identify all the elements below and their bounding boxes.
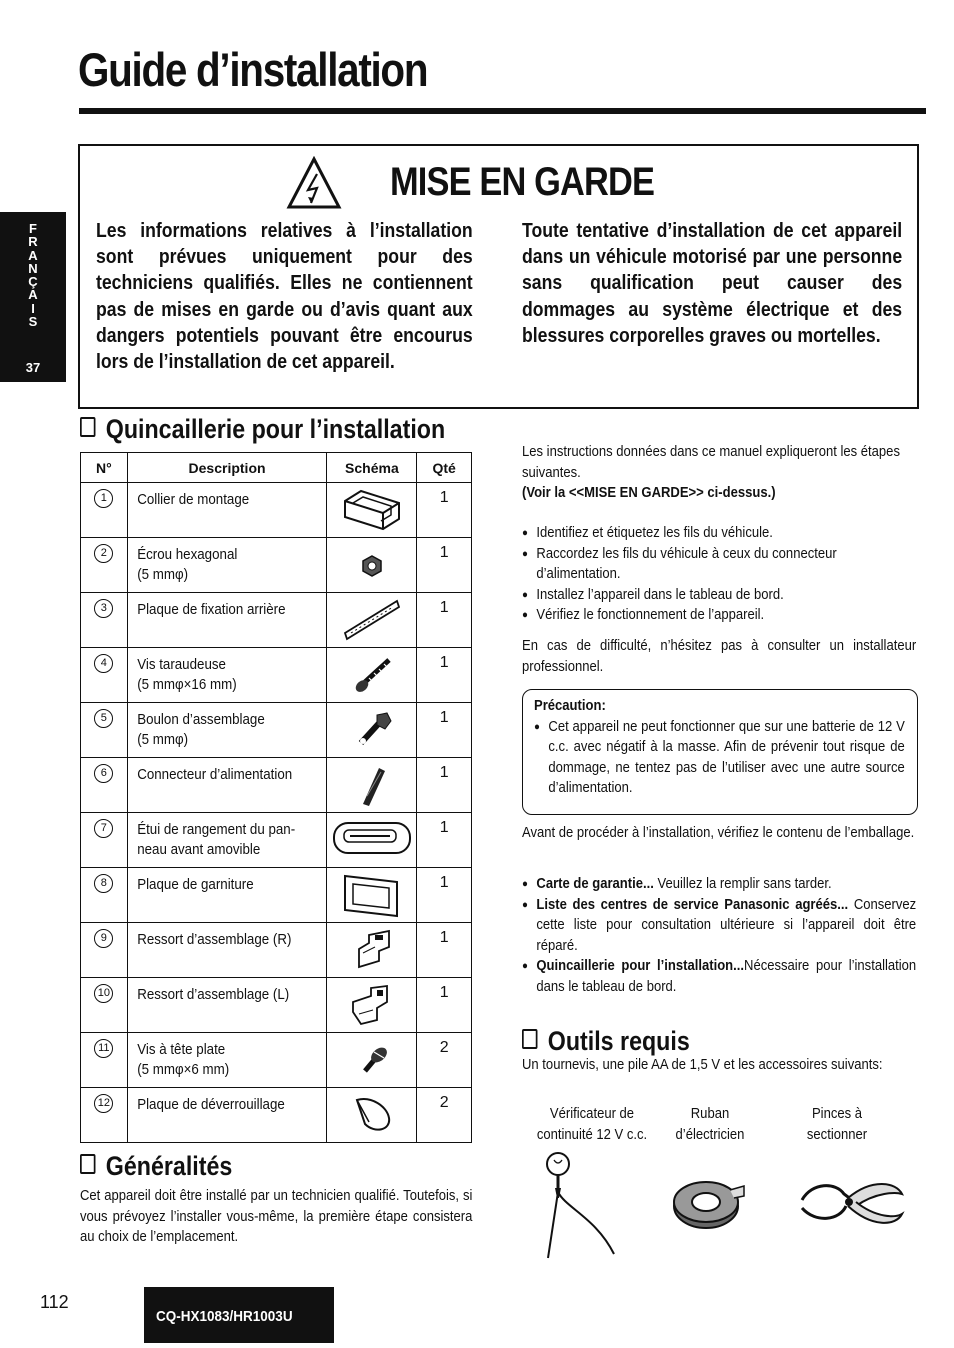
tab-letter: A <box>28 247 38 263</box>
electrical-tape-icon <box>668 1172 748 1234</box>
square-bullet-icon <box>80 1154 95 1174</box>
column-header: Qté <box>417 453 472 483</box>
item-description: Plaque de déverrouillage <box>136 1097 285 1113</box>
model-number: CQ-HX1083/HR1003U <box>156 1308 293 1325</box>
continuity-tester-icon <box>536 1148 622 1260</box>
caution-heading: MISE EN GARDE <box>390 160 655 204</box>
mounting-spring-r-icon <box>341 927 403 971</box>
item-number: 2 <box>94 544 113 563</box>
tapping-screw-icon <box>341 652 403 696</box>
tool-label: Ruban d’électricien <box>675 1106 745 1143</box>
list-item: ● Carte de garantie... Veuillez la remplir sans tarder. <box>522 874 916 895</box>
list-item: ● Identifiez et étiquetez les fils du véhicule. <box>522 523 916 544</box>
tools-intro: Un tournevis, une pile AA de 1,5 V et les accessoires suivants: <box>522 1057 883 1073</box>
list-item: ● Liste des centres de service Panasonic agréés... Conservez cette liste pour consultation ultérieure si l’appareil doit être réparé. <box>522 895 916 957</box>
table-row <box>81 648 472 703</box>
caution-reference: (Voir la <<MISE EN GARDE>> ci-dessus.) <box>522 485 776 502</box>
item-number: 12 <box>94 1094 113 1113</box>
item-description: Vis taraudeuse (5 mmφ×16 mm) <box>136 657 237 693</box>
power-connector-icon <box>341 762 403 806</box>
table-row <box>81 538 472 593</box>
section-page-number: 37 <box>25 360 41 375</box>
page-title: Guide d’installation <box>78 43 428 96</box>
item-quantity: 1 <box>439 489 449 506</box>
table-header-row <box>81 453 472 483</box>
item-description: Écrou hexagonal (5 mmφ) <box>136 547 237 583</box>
column-header: N° <box>81 453 128 483</box>
precaution-content <box>534 696 905 799</box>
tools-section-heading <box>522 1026 690 1057</box>
item-description: Ressort d’assemblage (L) <box>136 987 289 1003</box>
package-list <box>522 874 916 998</box>
hardware-table <box>80 452 472 1143</box>
list-item: ● Raccordez les fils du véhicule à ceux du connecteur d’alimentation. <box>522 544 916 585</box>
column-header: Schéma <box>327 453 417 483</box>
item-description: Étui de rangement du pan- neau avant amovible <box>136 822 295 858</box>
list-item: ● Quincaillerie pour l’installation...Nécessaire pour l’installation dans le tableau de bord. <box>522 956 916 997</box>
rear-support-strap-icon <box>341 597 403 641</box>
item-description: Collier de montage <box>136 492 249 508</box>
tab-letter: R <box>28 234 38 250</box>
item-number: 11 <box>94 1039 113 1058</box>
item-quantity: 1 <box>439 709 449 726</box>
column-header: Description <box>127 453 327 483</box>
title-divider <box>79 108 926 114</box>
item-number: 5 <box>94 709 113 728</box>
instructions-intro: Les instructions données dans ce manuel expliqueront les étapes suivantes. <box>522 444 900 481</box>
item-quantity: 1 <box>439 544 449 561</box>
caution-text-right: Toute tentative d’installation de cet appareil dans un véhicule motorisé par une personne sans qualification peut causer des dommages au système électrique et des blessures corporelles graves ou mortelles. <box>522 219 903 347</box>
item-number: 9 <box>94 929 113 948</box>
model-badge <box>144 1287 334 1343</box>
mounting-bolt-icon <box>341 707 403 751</box>
table-row <box>81 923 472 978</box>
item-number: 7 <box>94 819 113 838</box>
item-number: 1 <box>94 489 113 508</box>
language-tab <box>0 212 66 382</box>
item-quantity: 1 <box>439 599 449 616</box>
table-row <box>81 1033 472 1088</box>
table-row <box>81 868 472 923</box>
item-quantity: 1 <box>439 819 449 836</box>
list-item: ● Installez l’appareil dans le tableau de bord. <box>522 585 916 606</box>
item-quantity: 1 <box>439 874 449 891</box>
tool-label: Pinces à sectionner <box>806 1106 868 1143</box>
general-heading-text: Généralités <box>105 1151 233 1181</box>
table-row <box>81 813 472 868</box>
difficulty-text: En cas de difficulté, n’hésitez pas à consulter un installateur professionnel. <box>522 638 917 675</box>
table-row <box>81 703 472 758</box>
carrying-case-icon <box>330 817 414 861</box>
item-quantity: 1 <box>439 984 449 1001</box>
release-plate-icon <box>341 1092 403 1136</box>
flat-head-screw-icon <box>341 1037 403 1081</box>
page-number: 112 <box>40 1292 69 1312</box>
electric-warning-icon <box>286 156 342 210</box>
item-number: 10 <box>94 984 113 1003</box>
table-row <box>81 1088 472 1143</box>
item-description: Boulon d’assemblage (5 mmφ) <box>136 712 265 748</box>
item-quantity: 2 <box>439 1094 449 1111</box>
table-row <box>81 483 472 538</box>
trim-plate-icon <box>341 872 403 918</box>
tools-heading-text: Outils requis <box>547 1026 690 1056</box>
item-description: Ressort d’assemblage (R) <box>136 932 292 948</box>
tab-letter: F <box>29 221 37 236</box>
square-bullet-icon <box>522 1029 537 1049</box>
table-row <box>81 593 472 648</box>
item-number: 6 <box>94 764 113 783</box>
caution-text-left: Les informations relatives à l’installation sont prévues uniquement pour des techniciens qualifiés. Elles ne contiennent pas de mises en garde ou d’avis quant aux dangers potentiels pouvant être encourus lors de l’installation de cet appareil. <box>96 219 473 374</box>
item-quantity: 2 <box>439 1039 449 1056</box>
item-number: 4 <box>94 654 113 673</box>
table-row <box>81 758 472 813</box>
square-bullet-icon <box>80 417 95 437</box>
item-quantity: 1 <box>439 654 449 671</box>
hardware-heading-text: Quincaillerie pour l’installation <box>105 414 446 444</box>
hex-nut-icon <box>341 542 403 586</box>
item-quantity: 1 <box>439 929 449 946</box>
precaution-title: Précaution: <box>534 698 606 714</box>
tool-label: Vérificateur de continuité 12 V c.c. <box>536 1106 648 1143</box>
general-section-heading <box>80 1151 232 1182</box>
tab-letter: I <box>31 300 35 316</box>
language-tab-letters <box>0 222 66 328</box>
item-quantity: 1 <box>439 764 449 781</box>
wire-cutters-icon <box>792 1172 908 1236</box>
item-number: 3 <box>94 599 113 618</box>
tab-letter: A <box>28 287 38 303</box>
hardware-section-heading <box>80 414 445 445</box>
tab-letter: N <box>28 260 38 276</box>
mounting-collar-icon <box>341 487 403 531</box>
tab-letter: Ç <box>28 274 38 290</box>
package-intro: Avant de procéder à l’installation, vérifiez le contenu de l’emballage. <box>522 825 915 841</box>
item-number: 8 <box>94 874 113 893</box>
steps-list <box>522 523 916 626</box>
item-description: Connecteur d’alimentation <box>136 767 292 783</box>
item-description: Plaque de fixation arrière <box>136 602 286 618</box>
general-text: Cet appareil doit être installé par un technicien qualifié. Toutefois, si vous prévoyez l’installer vous-même, la première étape consistera au choix de l’emplacement. <box>80 1188 473 1246</box>
item-description: Plaque de garniture <box>136 877 254 893</box>
precaution-text: ● Cet appareil ne peut fonctionner que sur une batterie de 12 V c.c. avec négatif à la masse. Afin de prévenir tout risque de dommage, ne tentez pas de l’utiliser avec une autre source d’alimentation. <box>534 717 905 799</box>
tab-letter: S <box>28 314 38 330</box>
list-item: ● Vérifiez le fonctionnement de l’appareil. <box>522 605 916 626</box>
item-description: Vis à tête plate (5 mmφ×6 mm) <box>136 1042 229 1078</box>
mounting-spring-l-icon <box>341 982 403 1026</box>
table-row <box>81 978 472 1033</box>
instructions-block <box>522 442 916 504</box>
